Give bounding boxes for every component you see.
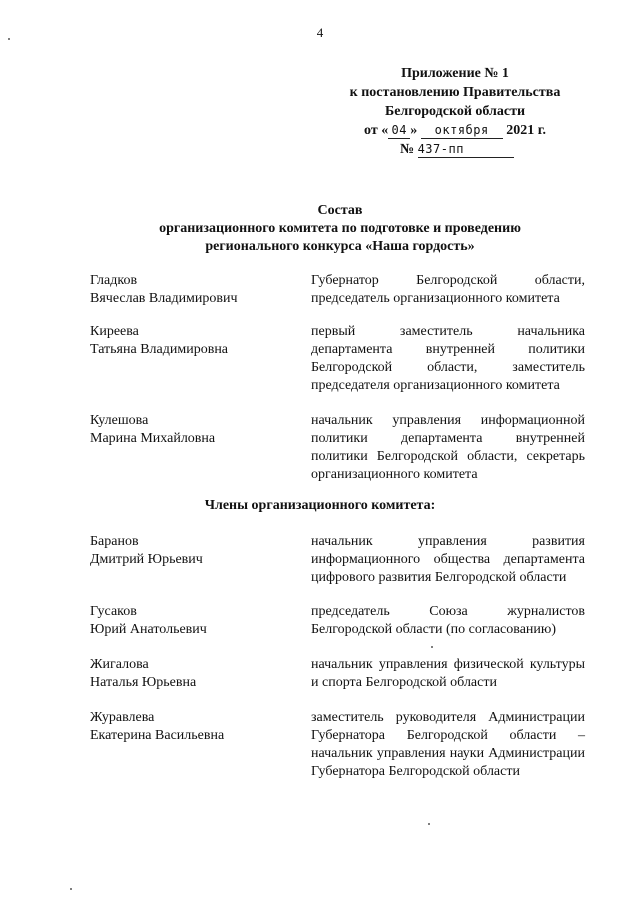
number-value: 437-пп	[418, 142, 514, 158]
date-mid: »	[410, 123, 418, 138]
person-surname: Кулешова	[90, 413, 149, 428]
person-name	[90, 603, 305, 639]
title-line-2: организационного комитета по подготовке и проведению	[159, 221, 521, 236]
date-day: 04	[388, 123, 410, 139]
person-surname: Баранов	[90, 534, 139, 549]
scan-speck	[8, 38, 10, 40]
person-given-names: Екатерина Васильевна	[90, 728, 225, 743]
person-given-names: Дмитрий Юрьевич	[90, 552, 203, 567]
person-role: заместитель руководителя Администрации Губернатора Белгородской области – начальник управления науки Администрации Губернатора Белгородской области	[311, 710, 585, 779]
date-prefix: от «	[364, 123, 389, 138]
person-name	[90, 272, 305, 308]
appendix-region: Белгородской области	[384, 104, 526, 119]
appendix-title: Приложение № 1	[401, 66, 509, 81]
document-title	[80, 202, 600, 256]
person-role: первый заместитель начальника департамента внутренней политики Белгородской области, заместитель председателя организационного комитета	[311, 324, 585, 393]
page-number: 4	[316, 25, 324, 40]
person-name	[90, 323, 305, 359]
title-line-1: Состав	[317, 203, 363, 218]
person-given-names: Вячеслав Владимирович	[90, 291, 238, 306]
scan-speck	[428, 823, 430, 825]
date-month: октября	[421, 123, 503, 139]
person-name	[90, 709, 305, 745]
number-prefix: №	[400, 142, 415, 157]
person-surname: Гладков	[90, 273, 138, 288]
members-heading: Члены организационного комитета:	[204, 498, 436, 513]
person-name	[90, 656, 305, 692]
appendix-date	[330, 121, 580, 140]
person-surname: Жигалова	[90, 657, 149, 672]
person-surname: Киреева	[90, 324, 139, 339]
person-role: начальник управления развития информационного общества департамента цифрового развития Белгородской области	[311, 534, 585, 585]
appendix-header	[330, 64, 580, 159]
date-year: 2021 г.	[506, 123, 546, 138]
title-line-3: регионального конкурса «Наша гордость»	[205, 239, 475, 254]
person-surname: Журавлева	[90, 710, 155, 725]
person-name	[90, 412, 305, 448]
scan-speck	[431, 646, 433, 648]
scan-speck	[70, 888, 72, 890]
person-role: Губернатор Белгородской области, председатель организационного комитета	[311, 273, 585, 306]
person-given-names: Татьяна Владимировна	[90, 342, 229, 357]
person-surname: Гусаков	[90, 604, 137, 619]
appendix-resolution-ref: к постановлению Правительства	[349, 85, 561, 100]
person-role: начальник управления информационной политики департамента внутренней политики Белгородской области, секретарь организационного комитета	[311, 413, 585, 482]
person-role: начальник управления физической культуры и спорта Белгородской области	[311, 657, 585, 690]
appendix-number	[330, 140, 580, 159]
person-given-names: Юрий Анатольевич	[90, 622, 207, 637]
person-role: председатель Союза журналистов Белгородской области (по согласованию)	[311, 604, 585, 637]
person-name	[90, 533, 305, 569]
person-given-names: Марина Михайловна	[90, 431, 216, 446]
person-given-names: Наталья Юрьевна	[90, 675, 197, 690]
